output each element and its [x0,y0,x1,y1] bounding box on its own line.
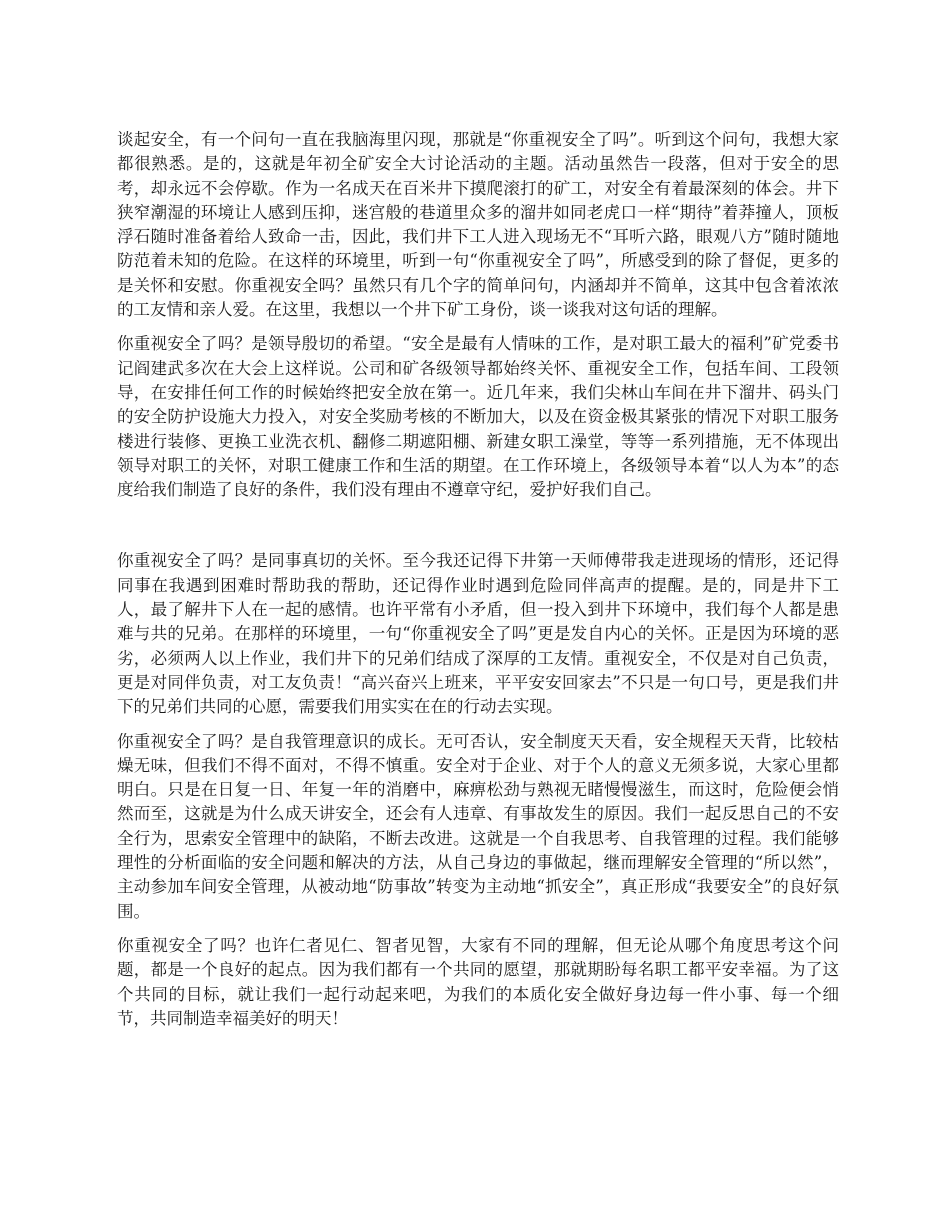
paragraph-spacer [117,512,839,549]
document-body [117,128,839,1041]
paragraph-colleagues: 你重视安全了吗？是同事真切的关怀。至今我还记得下井第一天师傅带我走进现场的情形，还记得同事在我遇到困难时帮助我的帮助，还记得作业时遇到危险同伴高声的提醒。是的，同是井下工人，最了解井下人在一起的感情。也许平常有小矛盾，但一投入到井下环境中，我们每个人都是患难与共的兄弟。在那样的环境里，一句“你重视安全了吗”更是发自内心的关怀。正是因为环境的恶劣，必须两人以上作业，我们井下的兄弟们结成了深厚的工友情。重视安全，不仅是对自己负责，更是对同伴负责，对工友负责！“高兴奋兴上班来，平平安安回家去”不只是一句口号，更是我们井下的兄弟们共同的心愿，需要我们用实实在在的行动去实现。 [117,551,839,717]
paragraph-self-management: 你重视安全了吗？是自我管理意识的成长。无可否认，安全制度天天看，安全规程天天背，比较枯燥无味，但我们不得不面对，不得不慎重。安全对于企业、对于个人的意义无须多说，大家心里都明白。只是在日复一日、年复一年的消磨中，麻痹松劲与熟视无睹慢慢滋生，而这时，危险便会悄然而至，这就是为什么成天讲安全，还会有人违章、有事故发生的原因。我们一起反思自己的不安全行为，思索安全管理中的缺陷，不断去改进。这就是一个自我思考、自我管理的过程。我们能够理性的分析面临的安全问题和解决的方法，从自己身边的事做起，继而理解安全管理的“所以然”，主动参加车间安全管理，从被动地“防事故”转变为主动地“抓安全”，真正形成“我要安全”的良好氛围。 [117,731,839,921]
paragraph-conclusion: 你重视安全了吗？也许仁者见仁、智者见智，大家有不同的理解，但无论从哪个角度思考这个问题，都是一个良好的起点。因为我们都有一个共同的愿望，那就期盼每名职工都平安幸福。为了这个共同的目标，就让我们一起行动起来吧，为我们的本质化安全做好身边每一件小事、每一个细节，共同制造幸福美好的明天！ [117,935,839,1028]
paragraph-intro: 谈起安全，有一个问句一直在我脑海里闪现，那就是“你重视安全了吗”。听到这个问句，我想大家都很熟悉。是的，这就是年初全矿安全大讨论活动的主题。活动虽然告一段落，但对于安全的思考，却永远不会停歇。作为一名成天在百米井下摸爬滚打的矿工，对安全有着最深刻的体会。井下狭窄潮湿的环境让人感到压抑，迷宫般的巷道里众多的溜井如同老虎口一样“期待”着莽撞人，顶板浮石随时准备着给人致命一击，因此，我们井下工人进入现场无不“耳听六路，眼观八方”随时随地防范着未知的危险。在这样的环境里，听到一句“你重视安全了吗”，所感受到的除了督促，更多的是关怀和安慰。你重视安全吗？虽然只有几个字的简单问句，内涵却并不简单，这其中包含着浓浓的工友情和亲人爱。在这里，我想以一个井下矿工身份，谈一谈我对这句话的理解。 [117,130,839,320]
paragraph-leadership: 你重视安全了吗？是领导殷切的希望。“安全是最有人情味的工作，是对职工最大的福利”矿党委书记阎建武多次在大会上这样说。公司和矿各级领导都始终关怀、重视安全工作，包括车间、工段领导，在安排任何工作的时候始终把安全放在第一。近几年来，我们尖林山车间在井下溜井、码头门的安全防护设施大力投入，对安全奖励考核的不断加大，以及在资金极其紧张的情况下对职工服务楼进行装修、更换工业洗衣机、翻修二期遮阳棚、新建女职工澡堂，等等一系列措施，无不体现出领导对职工的关怀，对职工健康工作和生活的期望。在工作环境上，各级领导本着“以人为本”的态度给我们制造了良好的条件，我们没有理由不遵章守纪，爱护好我们自己。 [117,334,839,500]
